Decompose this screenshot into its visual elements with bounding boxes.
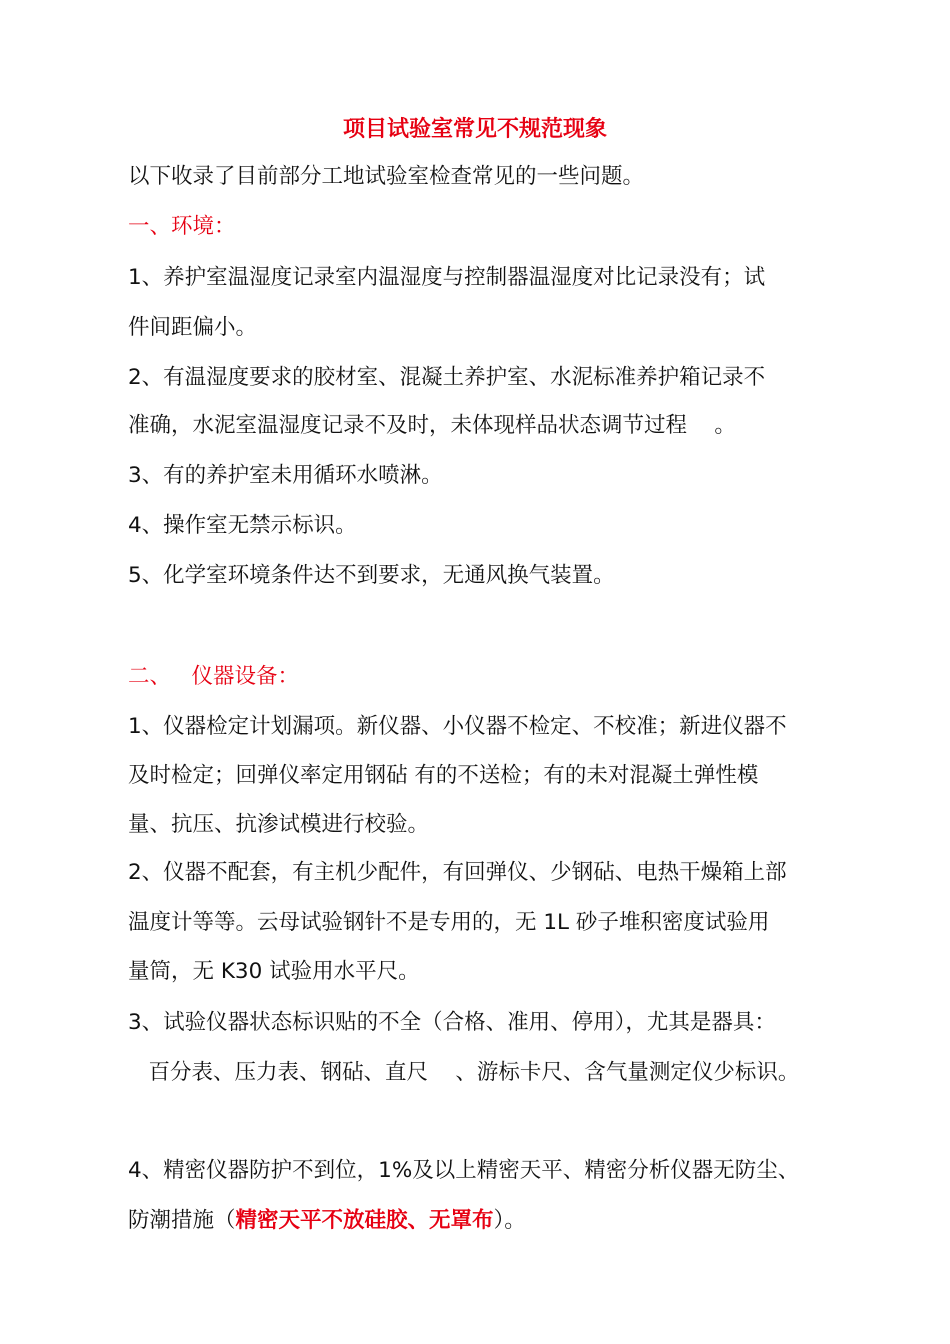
document-title: 项目试验室常见不规范现象: [342, 117, 607, 142]
equipment-item-4-line-1: 4、精密仪器防护不到位，1%及以上精密天平、精密分析仪器无防尘、: [128, 1158, 800, 1183]
equipment-item-1-line-1: 1、仪器检定计划漏项。新仪器、小仪器不检定、不校准；新进仪器不: [128, 714, 787, 739]
environment-item-1-line-2: 件间距偏小。: [128, 315, 258, 340]
environment-item-4: 4、操作室无禁示标识。: [128, 513, 357, 538]
environment-item-5: 5、化学室环境条件达不到要求，无通风换气装置。: [128, 563, 615, 588]
equipment-item-2-line-3: 量筒，无 K30 试验用水平尺。: [128, 959, 420, 984]
intro-paragraph: 以下收录了目前部分工地试验室检查常见的一些问题。: [128, 164, 645, 189]
equipment-item-3-line-1: 3、试验仪器状态标识贴的不全（合格、准用、停用），尤其是器具：: [128, 1010, 776, 1035]
equipment-item-4-emphasis: 精密天平不放硅胶、无罩布: [235, 1208, 494, 1233]
equipment-item-2-line-1: 2、仪器不配套，有主机少配件，有回弹仪、少钢砧、电热干燥箱上部: [128, 860, 787, 885]
equipment-item-4-text-start: 防潮措施（: [128, 1208, 236, 1233]
environment-item-2-line-1: 2、有温湿度要求的胶材室、混凝土养护室、水泥标准养护箱记录不: [128, 365, 766, 390]
equipment-item-1-line-3: 量、抗压、抗渗试模进行校验。: [128, 812, 430, 837]
section-heading-environment: 一、环境：: [128, 214, 236, 239]
section-heading-equipment: 二、 仪器设备：: [128, 664, 300, 689]
environment-item-2-line-2: 准确，水泥室温湿度记录不及时，未体现样品状态调节过程 。: [128, 413, 736, 438]
equipment-item-2-line-2: 温度计等等。云母试验钢针不是专用的，无 1L 砂子堆积密度试验用: [128, 910, 770, 935]
equipment-item-1-line-2: 及时检定；回弹仪率定用钢砧 有的不送检；有的未对混凝土弹性模: [128, 763, 759, 788]
equipment-item-3-line-2: 百分表、压力表、钢砧、直尺 、游标卡尺、含气量测定仪少标识。: [128, 1060, 800, 1085]
environment-item-3: 3、有的养护室未用循环水喷淋。: [128, 463, 443, 488]
environment-item-1-line-1: 1、养护室温湿度记录室内温湿度与控制器温湿度对比记录没有；试: [128, 265, 766, 290]
equipment-item-4-text-end: ）。: [493, 1208, 526, 1233]
equipment-item-4-line-2: [128, 1206, 526, 1236]
